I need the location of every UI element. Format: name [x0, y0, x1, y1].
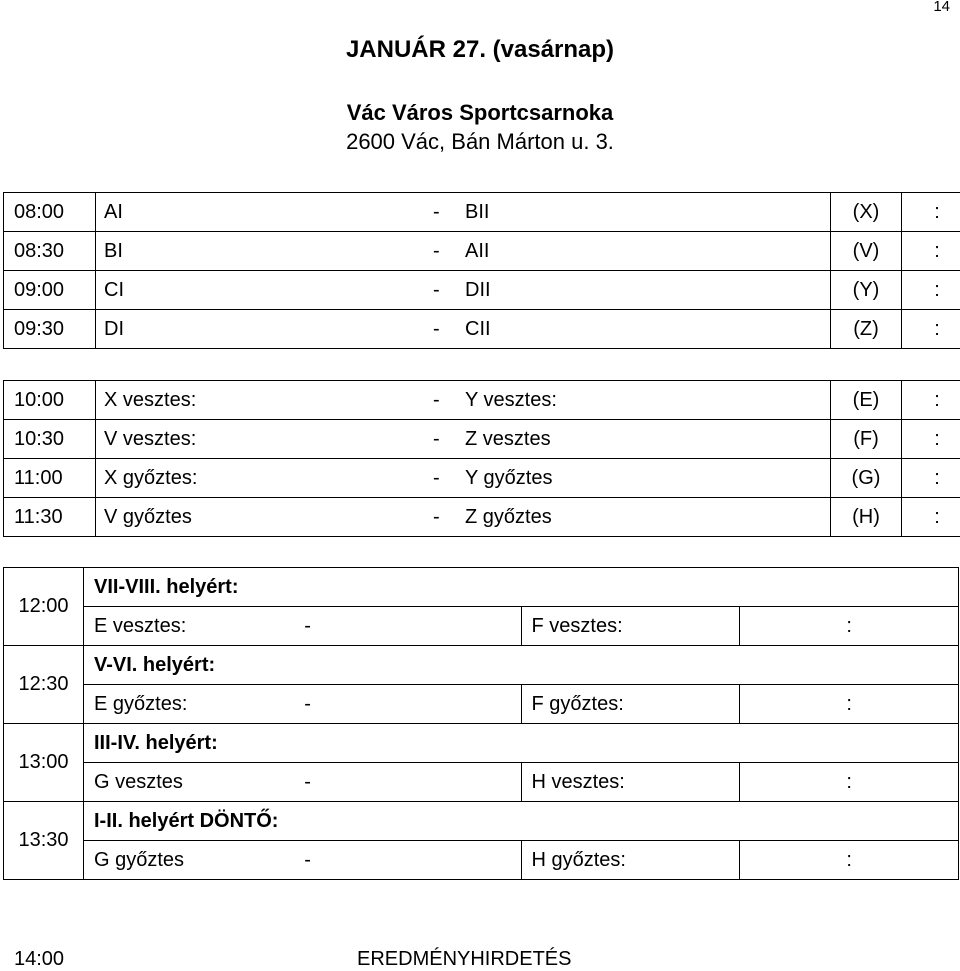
page-number: 14: [933, 0, 950, 15]
match-code: (F): [831, 420, 902, 459]
versus-dash: -: [429, 381, 463, 420]
match-result: :: [740, 607, 959, 646]
team-home: V győztes: [96, 498, 430, 537]
page-title: JANUÁR 27. (vasárnap): [345, 36, 615, 63]
match-result: :: [902, 498, 960, 537]
team-home: G győztes: [84, 841, 303, 880]
table-row: [4, 724, 959, 763]
placement-heading: V-VI. helyért:: [84, 646, 959, 685]
match-result: :: [740, 763, 959, 802]
team-home: X vesztes:: [96, 381, 430, 420]
team-away: F győztes:: [521, 685, 740, 724]
team-away: DII: [463, 271, 831, 310]
team-home: E győztes:: [84, 685, 303, 724]
team-home: DI: [96, 310, 430, 349]
placement-heading: III-IV. helyért:: [84, 724, 959, 763]
match-code: (E): [831, 381, 902, 420]
table-row: [4, 232, 960, 271]
table-row: [4, 498, 960, 537]
table-row: [4, 381, 960, 420]
venue-name: Vác Város Sportcsarnoka: [346, 100, 614, 125]
match-time: 12:00: [4, 568, 84, 646]
match-code: (Z): [831, 310, 902, 349]
match-code: (G): [831, 459, 902, 498]
match-time: 11:00: [4, 459, 96, 498]
match-time: 12:30: [4, 646, 84, 724]
versus-dash: -: [302, 685, 521, 724]
match-result: :: [902, 420, 960, 459]
venue-address: 2600 Vác, Bán Márton u. 3.: [346, 129, 614, 154]
team-away: H győztes:: [521, 841, 740, 880]
team-home: BI: [96, 232, 430, 271]
match-code: (H): [831, 498, 902, 537]
team-away: Y győztes: [463, 459, 831, 498]
match-code: (X): [831, 193, 902, 232]
team-away: Y vesztes:: [463, 381, 831, 420]
table-row: [4, 420, 960, 459]
team-away: AII: [463, 232, 831, 271]
match-time: 08:30: [4, 232, 96, 271]
versus-dash: -: [302, 841, 521, 880]
versus-dash: -: [429, 271, 463, 310]
match-result: :: [902, 459, 960, 498]
group-matches-table: [3, 192, 960, 349]
team-away: F vesztes:: [521, 607, 740, 646]
match-code: (V): [831, 232, 902, 271]
match-result: :: [740, 685, 959, 724]
table-row: [4, 568, 959, 607]
team-away: Z győztes: [463, 498, 831, 537]
team-away: Z vesztes: [463, 420, 831, 459]
table-row: [4, 802, 959, 841]
versus-dash: -: [302, 607, 521, 646]
match-result: :: [902, 381, 960, 420]
team-home: AI: [96, 193, 430, 232]
team-home: CI: [96, 271, 430, 310]
match-result: :: [902, 271, 960, 310]
team-home: G vesztes: [84, 763, 303, 802]
placement-matches-table: [3, 567, 959, 880]
team-away: H vesztes:: [521, 763, 740, 802]
match-time: 10:00: [4, 381, 96, 420]
table-row: [4, 459, 960, 498]
table-row: [4, 271, 960, 310]
match-result: :: [902, 193, 960, 232]
table-row: [4, 607, 959, 646]
versus-dash: -: [429, 498, 463, 537]
match-time: 10:30: [4, 420, 96, 459]
match-time: 13:00: [4, 724, 84, 802]
table-row: [4, 685, 959, 724]
versus-dash: -: [429, 310, 463, 349]
team-home: V vesztes:: [96, 420, 430, 459]
table-row: [4, 193, 960, 232]
match-time: 09:30: [4, 310, 96, 349]
match-time: 11:30: [4, 498, 96, 537]
team-home: E vesztes:: [84, 607, 303, 646]
table-row: [4, 763, 959, 802]
cross-matches-table: [3, 380, 960, 537]
placement-heading: VII-VIII. helyért:: [84, 568, 959, 607]
match-code: (Y): [831, 271, 902, 310]
match-time: 13:30: [4, 802, 84, 880]
versus-dash: -: [429, 459, 463, 498]
match-result: :: [902, 310, 960, 349]
versus-dash: -: [429, 193, 463, 232]
closing-label: EREDMÉNYHIRDETÉS: [357, 948, 572, 970]
closing-time: 14:00: [14, 948, 65, 970]
team-home: X győztes:: [96, 459, 430, 498]
versus-dash: -: [429, 232, 463, 271]
match-result: :: [740, 841, 959, 880]
table-row: [4, 841, 959, 880]
match-time: 08:00: [4, 193, 96, 232]
table-row: [4, 646, 959, 685]
table-row: [4, 310, 960, 349]
versus-dash: -: [429, 420, 463, 459]
versus-dash: -: [302, 763, 521, 802]
team-away: BII: [463, 193, 831, 232]
placement-heading: I-II. helyért DÖNTŐ:: [84, 802, 959, 841]
team-away: CII: [463, 310, 831, 349]
match-result: :: [902, 232, 960, 271]
match-time: 09:00: [4, 271, 96, 310]
